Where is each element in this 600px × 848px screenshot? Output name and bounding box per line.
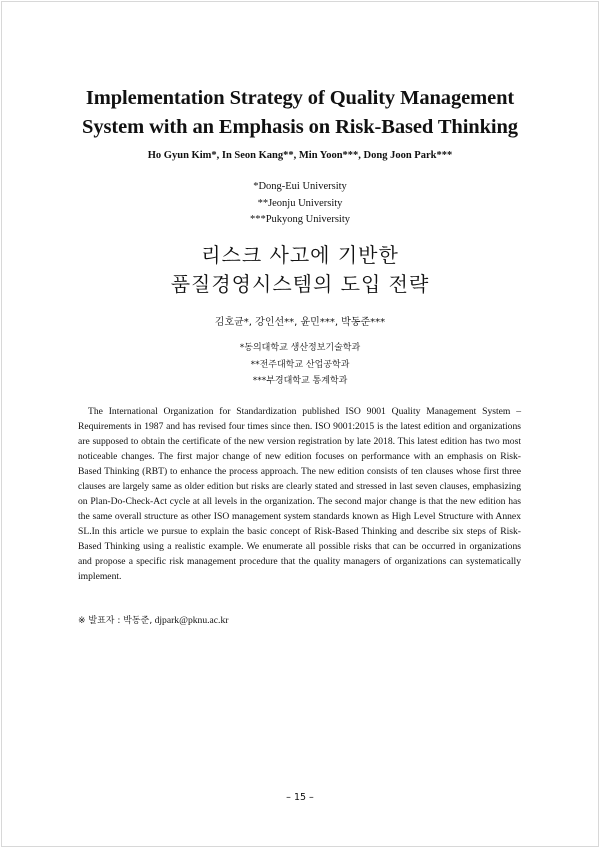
korean-affiliations — [0, 340, 600, 390]
affiliation-en-1: *Dong-Eui University — [253, 181, 347, 192]
affiliation-ko-3: ***부경대학교 통계학과 — [252, 376, 348, 386]
english-title — [0, 84, 600, 142]
english-affiliations — [0, 179, 600, 229]
english-title-line-2: System with an Emphasis on Risk-Based Thinking — [82, 116, 518, 138]
affiliation-ko-1: *동의대학교 생산정보기술학과 — [239, 343, 361, 353]
korean-title — [0, 241, 600, 299]
korean-authors: 김호균*, 강인선**, 윤민***, 박동준*** — [214, 317, 386, 328]
presenter-label: ※ 발표자 : 박동준, — [78, 616, 153, 626]
affiliation-ko-2: **전주대학교 산업공학과 — [250, 359, 350, 370]
abstract-text: The International Organization for Standardization published ISO 9001 Quality Management System – Requirements in 1987 and has revised four times since then. ISO 9001:2015 is the latest edition and organizations are supposed to obtain the certificate of the new version registration by late 2018. This latest edition has two most noticeable changes. The first major change of new edition focuses on performance with an emphasis on Risk-Based Thinking (RBT) to enhance the process approach. The new edition consists of ten clauses whose first three clauses are largely same as older edition but risks are clearly stated and stressed in last seven clauses, emphasizing on Plan-Do-Check-Act cycle at all levels in the organization. The second major change is that the new edition has the same overall structure as other ISO management system standards known as High Level Structure with Annex SL.In this article we pursue to explain the basic concept of Risk-Based Thinking and describe six steps of Risk-Based Thinking using a realistic example. We enumerate all possible risks that can be occurred in organizations and propose a specific risk management procedure that the quality managers of organizations can systematically implement. — [78, 406, 521, 582]
presenter-footnote — [78, 613, 228, 626]
english-authors: Ho Gyun Kim*, In Seon Kang**, Min Yoon***, Dong Joon Park*** — [147, 150, 453, 161]
affiliation-en-3: ***Pukyong University — [249, 214, 351, 225]
korean-title-line-1: 리스크 사고에 기반한 — [201, 243, 399, 267]
page-number: – 15 – — [286, 792, 314, 803]
presenter-email: djpark@pknu.ac.kr — [154, 615, 229, 626]
english-title-line-1: Implementation Strategy of Quality Management — [85, 87, 515, 109]
affiliation-en-2: **Jeonju University — [257, 197, 343, 209]
korean-title-line-2: 품질경영시스템의 도입 전략 — [170, 272, 430, 296]
